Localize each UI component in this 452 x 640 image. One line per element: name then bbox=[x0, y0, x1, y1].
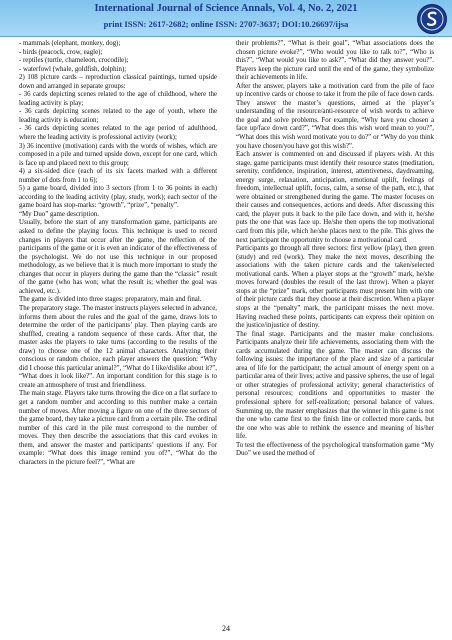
journal-title: International Journal of Science Annals, Vol. 4, No. 2, 2021 bbox=[94, 3, 358, 14]
paragraph: - 36 cards depicting scenes related to the age of childhood, where the leading activity is play; bbox=[19, 91, 217, 107]
paragraph: Each answer is commented on and discussed if players wish. At this stage, game participants must identify their resource states (meditation, serenity, confidence, inspiration, interest, attentiveness, daydreaming, energy surge, relaxation, anticipation, emotional uplift, feelings of freedom, intellectual uplift, focus, calm, a sense of the path, etc.), that were obtained or strengthened during the game. The master focuses on their causes and consequences, actions and deeds. After discussing this card, the player puts it back to the pile face down, and with it, he/she puts the one that was face up. He/she then opens the top motivational card from this pile, which he/she places next to the pile. This gives the next participant the opportunity to choose a motivational card. bbox=[236, 151, 434, 244]
paragraph: To test the effectiveness of the psychological transformation game “My Duo” we used the method of bbox=[236, 441, 434, 458]
paragraph: - reptiles (turtle, chameleon, crocodile); bbox=[19, 57, 129, 65]
paragraph: Usually, before the start of any transformation game, participants are asked to define the playing focus. This technique is used to record changes in players that occur after the game, the reflection of the participants of the game or it is even an indicator of the effectiveness of the psychologist. We do not use this technique in our proposed methodology, as we believe that it is much more important to study the changes that occur in players during the game than the “classic” result of the game (who has won; what the result is; whether the goal was achieved, etc.). bbox=[19, 219, 217, 295]
left-column bbox=[19, 40, 217, 467]
paragraph: After the answer, players take a motivation card from the pile of face up incentive cards or choose to take it from the pile of face down cards. They answer the master’s questions, aimed at the player’s understanding of the resource/anti-resource of wish words to achieve the goal and solve problems. For example, “Why have you chosen a face up/face down card?”, “What does this wish word mean to you?”, “What does this wish word motivate you to do?” or “Why do you think you have chosen/you have got this wish?”. bbox=[236, 82, 434, 150]
journal-header bbox=[0, 0, 452, 37]
paragraph: “My Duo” game description. bbox=[19, 210, 99, 218]
paragraph: The game is divided into three stages: preparatory, main and final. bbox=[19, 296, 202, 304]
paragraph: 5) a game board, divided into 3 sectors (from 1 to 36 points in each) according to the leading activity (play, study, work); each sector of the game board has stop-marks: “growth”, “prize”, “penalty”. bbox=[19, 185, 217, 210]
paragraph: The main stage. Players take turns throwing the dice on a flat surface to get a random number and according to this number make a certain number of moves. After moving a figure on one of the three sectors of the game board, they take a picture card from a certain pile. The ordinal number of this card in the pile must correspond to the number of moves. They then describe the associations that this card evokes in them, and answer the master and participants’ questions if any. For example: “What does this image remind you of?”, “What do the characters in the picture feel?”, “What are bbox=[19, 390, 217, 466]
paragraph: - mammals (elephant, monkey, dog); bbox=[19, 40, 121, 47]
right-column bbox=[236, 40, 434, 459]
page-number: 24 bbox=[222, 624, 230, 633]
paragraph: - waterfowl (whale, goldfish, dolphin); bbox=[19, 65, 127, 73]
journal-issn-doi: print ISSN: 2617-2682; online ISSN: 2707-3637; DOI:10.26697/ijsa bbox=[103, 19, 349, 29]
paragraph: - 36 cards depicting scenes related to the age of youth, where the leading activity is education; bbox=[19, 108, 217, 124]
paragraph: 4) a six-sided dice (each of its six facets marked with a different number of dots from 1 to 6); bbox=[19, 168, 217, 184]
paragraph: The final stage. Participants and the master make conclusions. Participants analyze their life achievements, associating them with the cards accumulated during the game. The master can discuss the following issues: the importance of the place and size of a particular area of life for the participant; the actual amount of energy spent on a particular area of their lives; active and passive spheres, the use of legal or other strategies of professional activity; general characteristics of personal resources; conditions and opportunities to master the professional sphere for self-realization; personal balance of values. Summing up, the master emphasizes that the winner in this game is not the one who came first to the finish line or collected more cards, but the one who was able to rethink the essence and meaning of his/her life. bbox=[236, 330, 434, 441]
paragraph: - 36 cards depicting scenes related to the age period of adulthood, where the leading activity is professional activity (work); bbox=[19, 125, 217, 142]
paragraph: 2) 108 picture cards – reproduction classical paintings, turned upside down and arranged in separate groups: bbox=[19, 74, 217, 90]
paragraph: 3) 36 incentive (motivation) cards with the words of wishes, which are composed in a pile and turned upside down, except for one card, which is face up and placed next to this group; bbox=[19, 142, 217, 167]
paragraph: - birds (peacock, crow, eagle); bbox=[19, 48, 103, 56]
paragraph: Participants go through all three sectors: first yellow (play), then green (study) and red (work). They make the next moves, describing the associations with the taken picture cards and the taken/selected motivational cards. When a player stops at the “growth” mark, he/she moves forward (doubles the result of the last throw). When a player stops at the “prize” mark, other participants must present him with one of their picture cards that they choose at their discretion. When a player stops at the “penalty” mark, the participant misses the next move. Having reached these points, participants can express their opinion on the justice/injustice of destiny. bbox=[236, 245, 434, 330]
paragraph: their problems?”, “What is their goal”, “What associations does the chosen picture evoke?”, “Who would you like to talk to?”, “Who is this?”, “What would you like to ask?”, “What did they answer you?”. Players keep the picture card until the end of the game, they symbolize their achievements in life. bbox=[236, 40, 434, 82]
paragraph: The preparatory stage. The master instructs players selected in advance, informs them about the rules and the goal of the game, draws lots to determine the order of the participants’ play. Then playing cards are shuffled, creating a random sequence of these cards. After that, the master asks the players to take turns (according to the results of the draw) to choose one of the 12 animal characters. Analyzing their conscious or random choice, each player answers the question: “Why did I choose this particular animal?”, “What do I like/dislike about it?”, “What does it look like?”. An important condition for this stage is to create an atmosphere of trust and friendliness. bbox=[19, 304, 217, 389]
journal-logo-icon bbox=[417, 4, 447, 34]
